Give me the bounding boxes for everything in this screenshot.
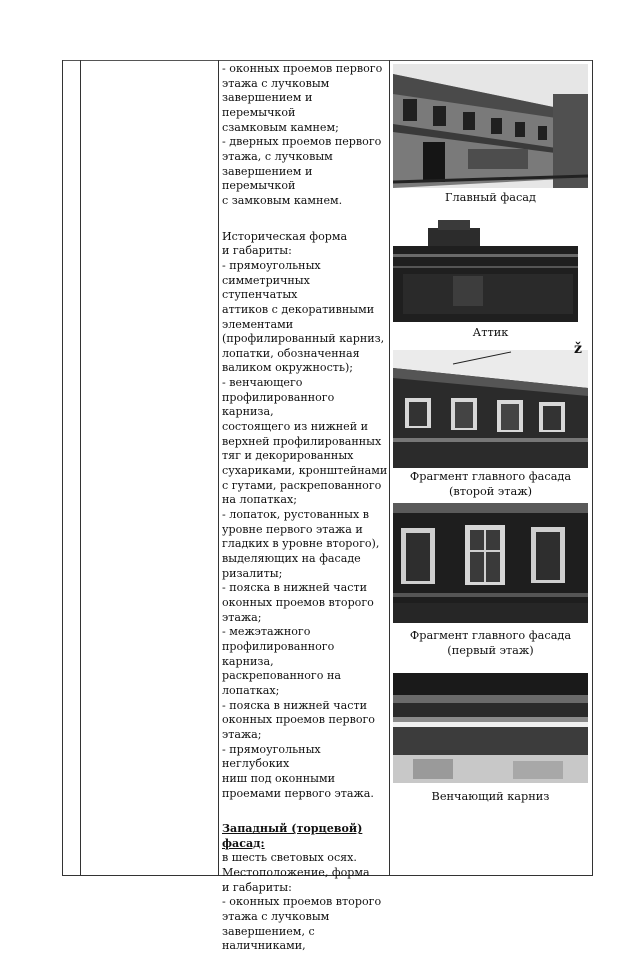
caption-fragment-first-floor: Фрагмент главного фасада (первый этаж): [409, 629, 572, 657]
table-column-divider-1: [80, 60, 81, 876]
description-paragraph-3: в шесть световых осях. Местоположение, форма и габариты: - оконных проемов второго этажа с лучковым завершением, с наличниками,: [222, 851, 382, 953]
caption-attic: Аттик: [472, 326, 509, 339]
photo-fragment-second-floor: [393, 350, 588, 468]
description-paragraph-2: Историческая форма и габариты: - прямоугольных симметричных ступенчатых аттиков с декоративными элементами (профилированный карниз, лопатки, обозначенная валиком окружность); - венчающего профилированного карниза, состоящего из нижней и верхней профилированных тяг и декорированных сухариками, кронштейнами с гутами, раскрепованного на лопатках; - лопаток, рустованных в уровне первого этажа и гладких в уровне второго), выделяющих на фасаде ризалиты; - пояска в нижней части оконных проемов второго этажа; - межэтажного профилированного карниза, раскрепованного на лопатках; - пояска в нижней части оконных проемов первого этажа; - прямоугольных неглубоких ниш под оконными проемами первого этажа.: [222, 229, 388, 800]
stray-mark: ž: [574, 341, 582, 357]
caption-crowning-cornice: Венчающий карниз: [431, 790, 550, 803]
photo-main-facade: [393, 64, 588, 188]
section-heading-west-facade: Западный (торцевой) фасад:: [222, 822, 363, 850]
table-border-right: [592, 60, 593, 876]
photo-attic: [393, 214, 588, 322]
table-column-divider-3: [389, 60, 390, 876]
table-top-border: [62, 60, 593, 61]
table-column-divider-2: [218, 60, 219, 876]
photo-fragment-first-floor: [393, 503, 588, 623]
description-paragraph-1: - оконных проемов первого этажа с лучковым завершением и перемычкой сзамковым камнем; - дверных проемов первого этажа, с лучковым завершением и перемычкой с замковым камнем.: [222, 62, 383, 207]
caption-fragment-second-floor: Фрагмент главного фасада (второй этаж): [409, 470, 572, 498]
photo-crowning-cornice: [393, 673, 588, 783]
caption-main-facade: Главный фасад: [445, 191, 536, 204]
description-column: [222, 62, 388, 954]
table-border-left: [62, 60, 63, 876]
